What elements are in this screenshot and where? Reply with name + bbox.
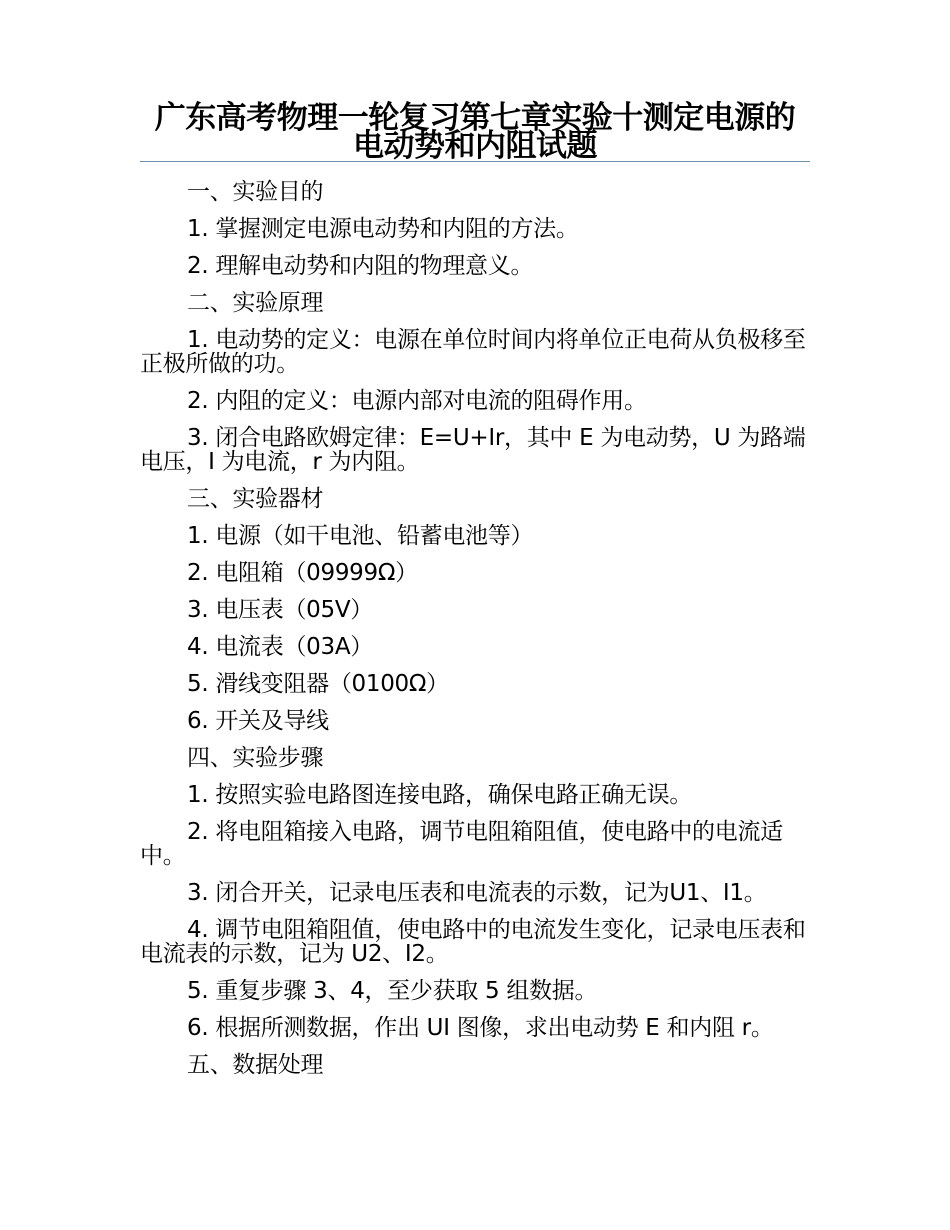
paragraph: 3. 闭合电路欧姆定律：E=U+Ir，其中 E 为电动势，U 为路端电压，I 为电流，r 为内阻。 [140,425,806,475]
paragraph: 1. 掌握测定电源电动势和内阻的方法。 [187,216,579,242]
paragraph: 5. 重复步骤 3、4，至少获取 5 组数据。 [187,978,598,1004]
paragraph: 2. 内阻的定义：电源内部对电流的阻碍作用。 [187,388,647,414]
paragraph: 3. 闭合开关，记录电压表和电流表的示数，记为U1、I1。 [187,880,767,906]
paragraph: 1. 电源（如干电池、铅蓄电池等） [187,523,534,549]
paragraph: 6. 开关及导线 [187,708,329,734]
paragraph: 1. 按照实验电路图连接电路，确保电路正确无误。 [187,782,693,808]
section-heading-equipment: 三、实验器材 [187,486,324,512]
paragraph: 6. 根据所测数据，作出 UI 图像，求出电动势 E 和内阻 r。 [187,1015,774,1041]
section-heading-steps: 四、实验步骤 [187,745,324,771]
paragraph: 1. 电动势的定义：电源在单位时间内将单位正电荷从负极移至正极所做的功。 [140,327,806,377]
paragraph: 2. 电阻箱（09999Ω） [187,560,418,586]
paragraph: 2. 理解电动势和内阻的物理意义。 [187,253,534,279]
section-heading-principle: 二、实验原理 [187,290,324,316]
paragraph: 5. 滑线变阻器（0100Ω） [187,671,449,697]
paragraph: 2. 将电阻箱接入电路，调节电阻箱阻值，使电路中的电流适中。 [140,819,783,869]
section-heading-objectives: 一、实验目的 [187,179,324,205]
paragraph: 4. 调节电阻箱阻值，使电路中的电流发生变化，记录电压表和电流表的示数，记为 U2、I2。 [140,917,806,967]
title-underline [140,161,810,162]
section-heading-data-processing: 五、数据处理 [187,1052,324,1078]
document-title: 广东高考物理一轮复习第七章实验十测定电源的电动势和内阻试题 [154,100,796,164]
paragraph: 3. 电压表（05V） [187,597,373,623]
paragraph: 4. 电流表（03A） [187,634,373,660]
document-body [140,180,812,1090]
